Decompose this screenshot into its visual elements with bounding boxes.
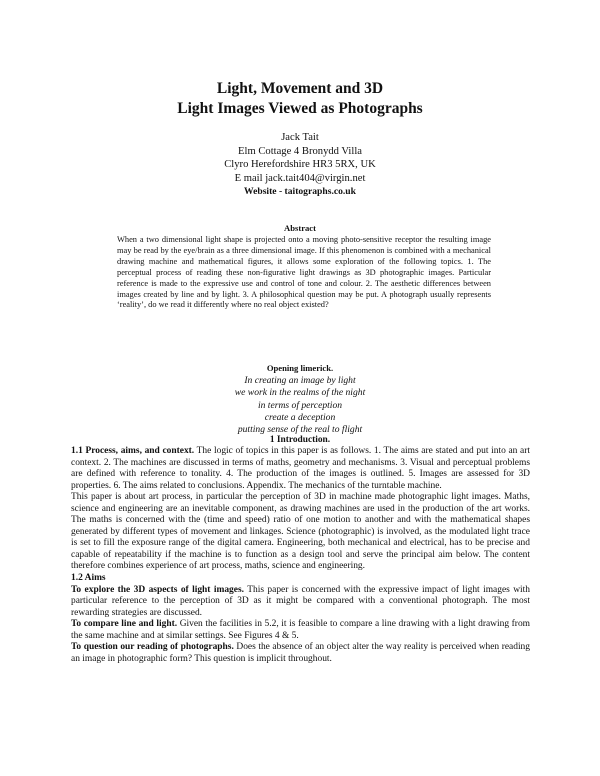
section-1-2-heading: 1.2 Aims bbox=[71, 573, 106, 584]
aim-3-text: Does the absence of an object alter the way reality is perceived when reading an image in photographic form? This question is implicit throughout. bbox=[71, 642, 530, 664]
limerick-line: create a deception bbox=[264, 411, 336, 423]
limerick-line: In creating an image by light bbox=[244, 375, 356, 386]
aim-2-paragraph bbox=[71, 619, 530, 642]
introduction-paragraph-2: This paper is about art process, in particular the perception of 3D in machine made photographic light images. Maths, science and engineering are an inevitable component, as drawing machines are used in the production of the art works. The maths is concerned with the (time and speed) ratio of one motion to another and with the mathematical shapes generated by different types of movement and linkages. Science (photographic) is involved, as the modulated light trace is set to fill the exposure range of the digital camera. Engineering, both mechanical and electrical, has to be precise and capable of repeatability if the machine is to function as a design tool and serve the principal aim below. The content therefore combines experience of art process, maths, science and engineering. bbox=[71, 492, 530, 572]
limerick-heading: Opening limerick. bbox=[266, 363, 334, 373]
aim-2-heading: To compare line and light. bbox=[71, 619, 178, 630]
author-address-line-2: Clyro Herefordshire HR3 5RX, UK bbox=[224, 159, 376, 170]
section-1-1-paragraph bbox=[71, 446, 530, 492]
author-email: E mail jack.tait404@virgin.net bbox=[234, 172, 366, 184]
paper-title-line-2: Light Images Viewed as Photographs bbox=[177, 100, 423, 117]
aim-1-paragraph bbox=[71, 585, 530, 620]
limerick-poem bbox=[0, 375, 600, 436]
introduction-heading: 1 Introduction. bbox=[269, 435, 331, 445]
aim-1-heading: To explore the 3D aspects of light images. bbox=[71, 584, 244, 595]
limerick-line: we work in the realms of the night bbox=[234, 387, 366, 399]
abstract-text: When a two dimensional light shape is projected onto a moving photo-sensitive receptor the resulting image may be read by the eye/brain as a three dimensional image. If this phenomenon is combined with a mechanical drawing machine and mathematical figures, it allows some exploration of the following topics. 1. The perceptual process of reading these non-figurative light drawings as 3D photographic images. Particular reference is made to the expressive use and control of tone and colour. 2. The aesthetic differences between images created by line and by light. 3. A philosophical question may be put. A photograph usually represents ‘reality’, do we read it differently where no real object existed? bbox=[117, 235, 491, 310]
limerick-line: putting sense of the real to flight bbox=[237, 424, 363, 436]
paper-title-line-1: Light, Movement and 3D bbox=[216, 80, 384, 97]
limerick-line: in terms of perception bbox=[257, 399, 343, 411]
section-1-1-text: The logic of topics in this paper is as follows. 1. The aims are stated and put into an art context. 2. The machines are discussed in terms of maths, geometry and mechanisms. 3. Visual and perceptual problems are defined with reference to tonality. 4. The production of the images is outlined. 5. Images are assessed for 3D properties. 6. The aims related to conclusions. Appendix. The mechanics of the turntable machine. bbox=[71, 446, 530, 491]
author-website: Website - taitographs.co.uk bbox=[244, 186, 356, 197]
author-name: Jack Tait bbox=[281, 132, 319, 143]
introduction-body bbox=[71, 446, 530, 665]
section-1-1-heading: 1.1 Process, aims, and context. bbox=[71, 446, 195, 456]
author-block bbox=[0, 131, 600, 199]
aim-1-text: This paper is concerned with the expressive impact of light images with particular reference to the perception of 3D as it might be compared with a conventional photograph. The most rewarding strategies are discussed. bbox=[71, 584, 530, 618]
aim-3-paragraph bbox=[71, 642, 530, 665]
aim-2-text: Given the facilities in 5.2, it is feasible to compare a line drawing with a light drawing from the same machine and at similar settings. See Figures 4 & 5. bbox=[71, 619, 531, 641]
aim-3-heading: To question our reading of photographs. bbox=[71, 642, 234, 653]
author-address-line-1: Elm Cottage 4 Bronydd Villa bbox=[238, 145, 362, 157]
abstract-heading: Abstract bbox=[284, 223, 316, 233]
